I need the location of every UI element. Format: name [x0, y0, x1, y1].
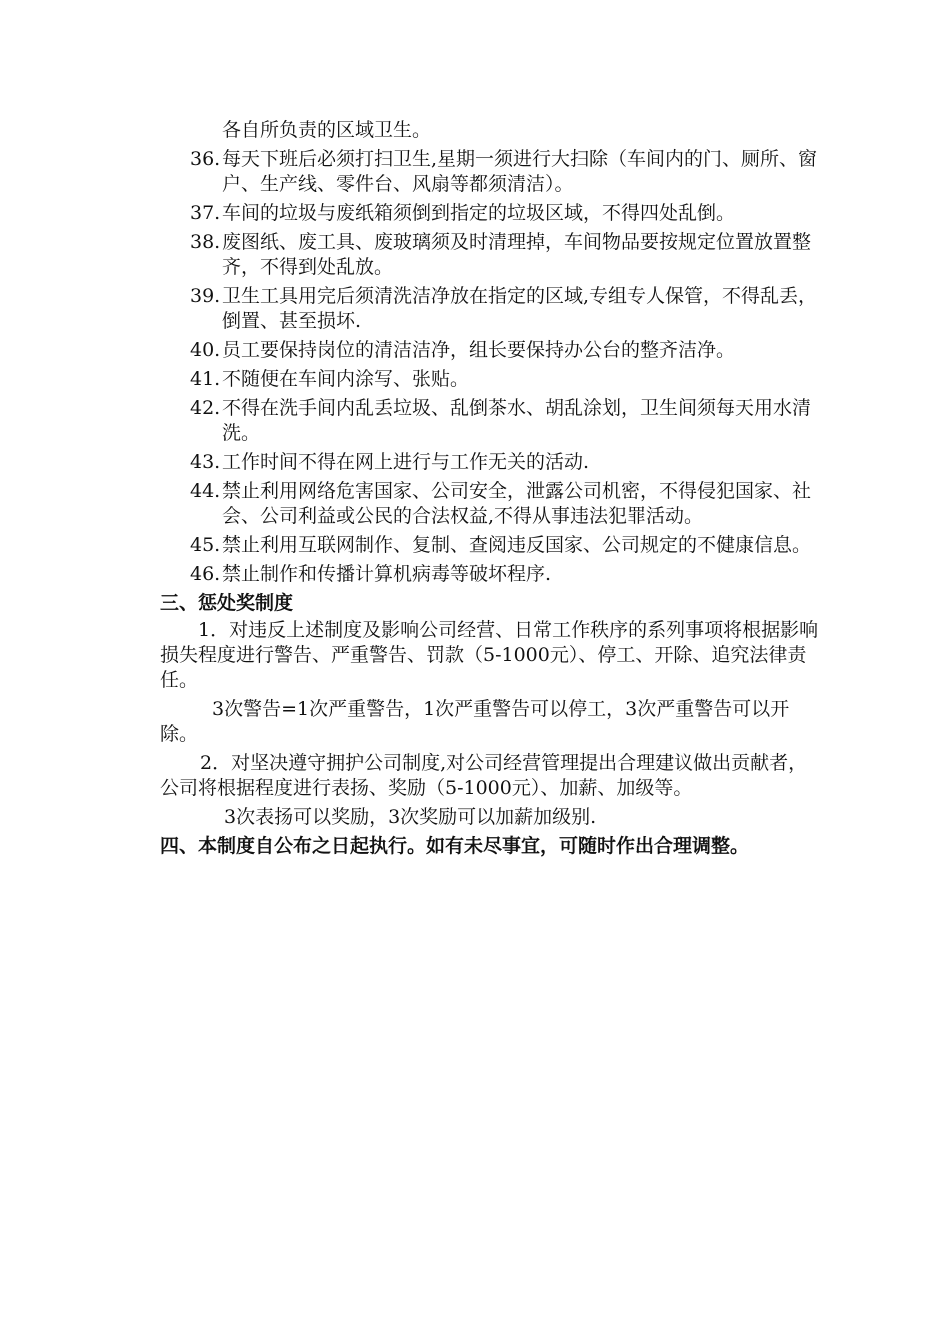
list-item [160, 230, 820, 280]
list-item-text: 卫生工具用完后须清洗洁净放在指定的区域,专组专人保管，不得乱丢，倒置、甚至损坏. [222, 285, 818, 332]
document-body [160, 118, 820, 859]
list-item-number: 36. [190, 148, 221, 170]
list-item-number: 45. [190, 534, 221, 556]
list-item-number: 39. [190, 285, 221, 307]
list-item-number: 38. [190, 231, 221, 253]
list-item [160, 533, 820, 558]
list-item-number: 40. [190, 339, 221, 361]
list-item-text: 不随便在车间内涂写、张贴。 [222, 368, 470, 390]
list-item [160, 201, 820, 226]
section-heading-penalties-rewards: 三、惩处奖制度 [160, 592, 294, 614]
list-item-text: 每天下班后必须打扫卫生,星期一须进行大扫除（车间内的门、厕所、窗户、生产线、零件台、风扇等都须清洁）。 [222, 148, 818, 195]
list-item-text: 不得在洗手间内乱丢垃圾、乱倒茶水、胡乱涂划，卫生间须每天用水清洗。 [222, 397, 812, 444]
list-item-number: 46. [190, 563, 221, 585]
list-item-number: 37. [190, 202, 221, 224]
reward-paragraph: 2．对坚决遵守拥护公司制度,对公司经营管理提出合理建议做出贡献者，公司将根据程度进行表扬、奖励（5-1000元）、加薪、加级等。 [160, 752, 808, 799]
warning-rule-paragraph: 3次警告=1次严重警告，1次严重警告可以停工，3次严重警告可以开除。 [160, 698, 790, 745]
penalty-paragraph: 1．对违反上述制度及影响公司经营、日常工作秩序的系列事项将根据影响损失程度进行警告、严重警告、罚款（5-1000元）、停工、开除、追究法律责任。 [160, 619, 819, 691]
list-item [160, 284, 820, 334]
section-heading-effective-date: 四、本制度自公布之日起执行。如有未尽事宜，可随时作出合理调整。 [160, 835, 750, 857]
list-item [160, 338, 820, 363]
list-item-number: 41. [190, 368, 221, 390]
list-item-number: 42. [190, 397, 221, 419]
list-item [160, 396, 820, 446]
list-item [160, 562, 820, 587]
list-item-text: 各自所负责的区域卫生。 [222, 119, 432, 141]
list-item [160, 450, 820, 475]
list-item-text: 员工要保持岗位的清洁洁净，组长要保持办公台的整齐洁净。 [222, 339, 736, 361]
list-item-number: 43. [190, 451, 221, 473]
list-item-text: 禁止利用网络危害国家、公司安全，泄露公司机密，不得侵犯国家、社会、公司利益或公民的合法权益,不得从事违法犯罪活动。 [222, 480, 812, 527]
list-item [160, 147, 820, 197]
list-item [160, 118, 820, 143]
list-item-number: 44. [190, 480, 221, 502]
list-item [160, 479, 820, 529]
list-item-text: 废图纸、废工具、废玻璃须及时清理掉，车间物品要按规定位置放置整齐，不得到处乱放。 [222, 231, 812, 278]
list-item [160, 367, 820, 392]
praise-rule-paragraph: 3次表扬可以奖励，3次奖励可以加薪加级别. [224, 806, 597, 828]
list-item-text: 禁止利用互联网制作、复制、查阅违反国家、公司规定的不健康信息。 [222, 534, 812, 556]
list-item-text: 工作时间不得在网上进行与工作无关的活动. [222, 451, 590, 473]
list-item-text: 车间的垃圾与废纸箱须倒到指定的垃圾区域，不得四处乱倒。 [222, 202, 736, 224]
list-item-text: 禁止制作和传播计算机病毒等破坏程序. [222, 563, 552, 585]
